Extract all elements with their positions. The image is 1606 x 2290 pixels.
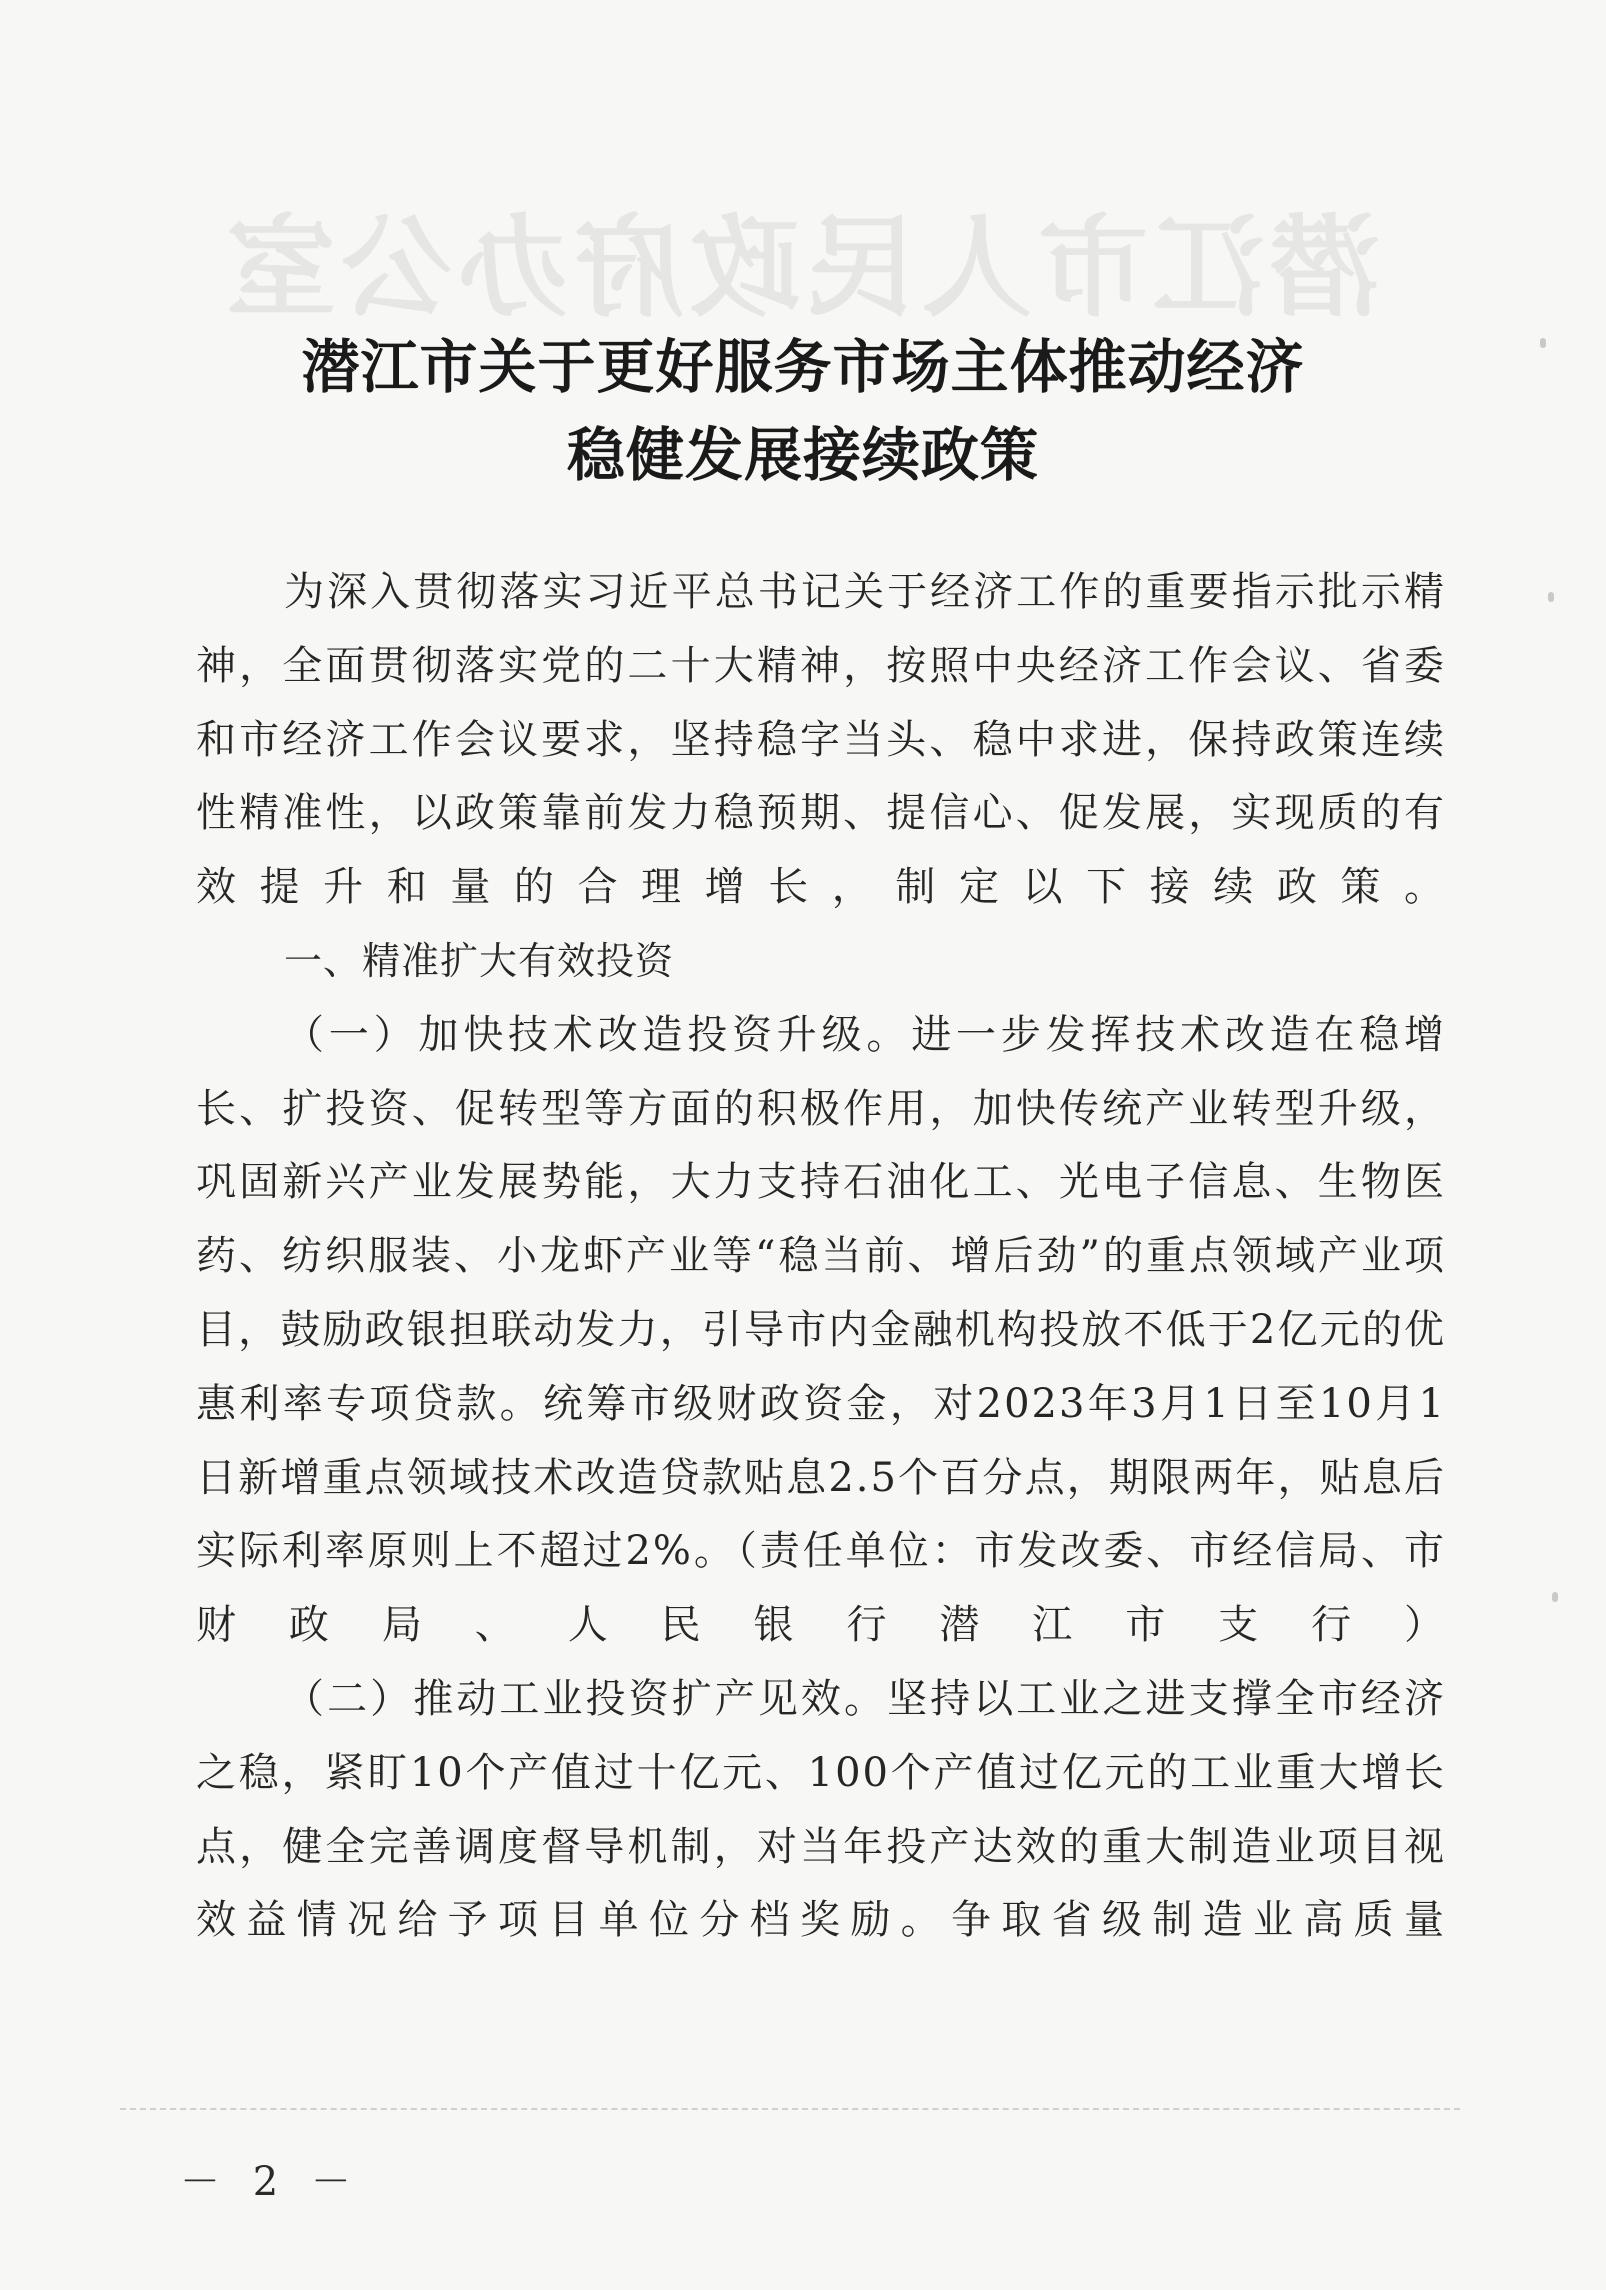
document-title-line-1: 潜江市关于更好服务市场主体推动经济 (301, 333, 1305, 401)
scan-speck (1548, 592, 1554, 602)
document-title-line-2: 稳健发展接续政策 (566, 421, 1039, 489)
body-paragraph: （二）推动工业投资扩产见效。坚持以工业之进支撑全市经济之稳，紧盯10个产值过十亿元、100个产值过亿元的工业重大增长点，健全完善调度督导机制，对当年投产达效的重大制造业项目视效益情况给予项目单位分档奖励。争取省级制造业高质量 (196, 1675, 1446, 1944)
footer-divider (120, 2108, 1460, 2110)
bleed-through-letterhead: 潜江市人民政府办公室 (220, 203, 1380, 332)
scan-speck (1552, 1592, 1558, 1602)
page-number: － 2 － (180, 2159, 361, 2205)
document-body (196, 556, 1446, 1958)
scan-speck (1540, 338, 1546, 348)
body-paragraph: （一）加快技术改造投资升级。进一步发挥技术改造在稳增长、扩投资、促转型等方面的积极作用，加快传统产业转型升级，巩固新兴产业发展势能，大力支持石油化工、光电子信息、生物医药、纺织服装、小龙虾产业等“稳当前、增后劲”的重点领域产业项目，鼓励政银担联动发力，引导市内金融机构投放不低于2亿元的优惠利率专项贷款。统筹市级财政资金，对2023年3月1日至10月1日新增重点领域技术改造贷款贴息2.5个百分点，期限两年，贴息后实际利率原则上不超过2%。（责任单位：市发改委、市经信局、市财政局、人民银行潜江市支行） (196, 1011, 1446, 1649)
intro-paragraph: 为深入贯彻落实习近平总书记关于经济工作的重要指示批示精神，全面贯彻落实党的二十大精神，按照中央经济工作会议、省委和市经济工作会议要求，坚持稳字当头、稳中求进，保持政策连续性精准性，以政策靠前发力稳预期、提信心、促发展，实现质的有效提升和量的合理增长，制定以下接续政策。 (196, 569, 1446, 911)
section-heading: 一、精准扩大有效投资 (284, 938, 675, 983)
